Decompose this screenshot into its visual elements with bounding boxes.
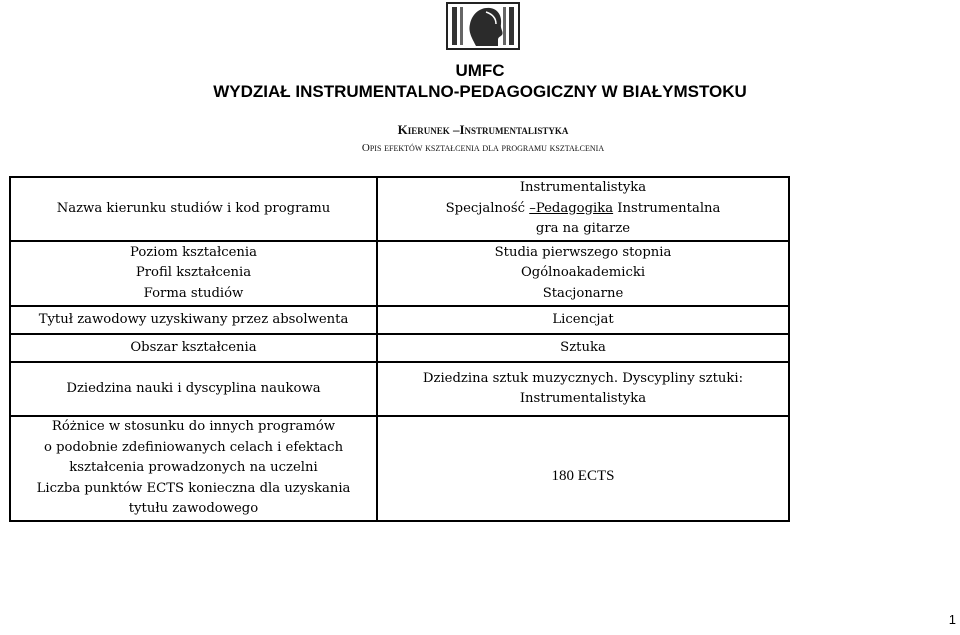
kierunek-heading: Kierunek –Instrumentalistyka [397,122,569,137]
table-row [10,362,789,416]
value-cell [377,177,789,241]
label-cell [10,362,377,416]
row-label: Poziom kształcenia [130,244,257,260]
row-label: Profil kształcenia [135,265,252,281]
opis-heading: Opis efektów kształcenia dla programu kształcenia [361,142,605,154]
row-label: Forma studiów [143,285,244,301]
value-cell [377,334,789,362]
label-cell [10,416,377,521]
specjalnosc-prefix: Specjalność [445,200,530,216]
label-cell [10,241,377,306]
row-label: Nazwa kierunku studiów i kod programu [56,200,331,216]
row-value: Sztuka [560,339,606,355]
table-row [10,416,789,521]
program-description-table [9,176,790,522]
row-label: kształcenia prowadzonych na uczelni [69,460,318,475]
row-label: Liczba punktów ECTS konieczna dla uzyskania [36,480,351,496]
row-label: Obszar kształcenia [130,339,257,355]
specjalnosc-suffix: Instrumentalna [613,200,721,216]
ects-value: 180 ECTS [551,468,615,484]
label-cell [10,177,377,241]
row-label: tytułu zawodowego [128,501,259,516]
row-value: Stacjonarne [542,285,624,301]
row-label: Tytuł zawodowy uzyskiwany przez absolwenta [38,311,349,327]
table-row [10,177,789,241]
header-subtitle: WYDZIAŁ INSTRUMENTALNO-PEDAGOGICZNY W BIAŁYMSTOKU [213,82,747,101]
row-value [382,199,784,220]
specjalnosc-underlined: –Pedagogika [529,200,614,216]
page-number: 1 [948,612,956,627]
umfc-profile-logo-icon [446,2,520,50]
label-cell [10,334,377,362]
row-value: gra na gitarze [535,221,631,237]
row-value: Instrumentalistyka [519,391,647,406]
table-row [10,306,789,334]
value-cell [377,306,789,334]
row-value: Ogólnoakademicki [520,265,646,281]
row-value: Dziedzina sztuk muzycznych. Dyscypliny sztuki: [422,370,744,386]
value-cell [377,362,789,416]
row-value: Instrumentalistyka [519,180,647,196]
label-cell [10,306,377,334]
row-value: Licencjat [552,311,614,327]
table-row [10,241,789,306]
header-title: UMFC [455,61,505,80]
row-label: Różnice w stosunku do innych programów [51,419,336,434]
row-label: Dziedzina nauki i dyscyplina naukowa [66,380,321,396]
table-row [10,334,789,362]
value-cell [377,241,789,306]
row-label: o podobnie zdefiniowanych celach i efektach [43,439,344,455]
value-cell [377,416,789,521]
row-value: Studia pierwszego stopnia [494,244,672,260]
